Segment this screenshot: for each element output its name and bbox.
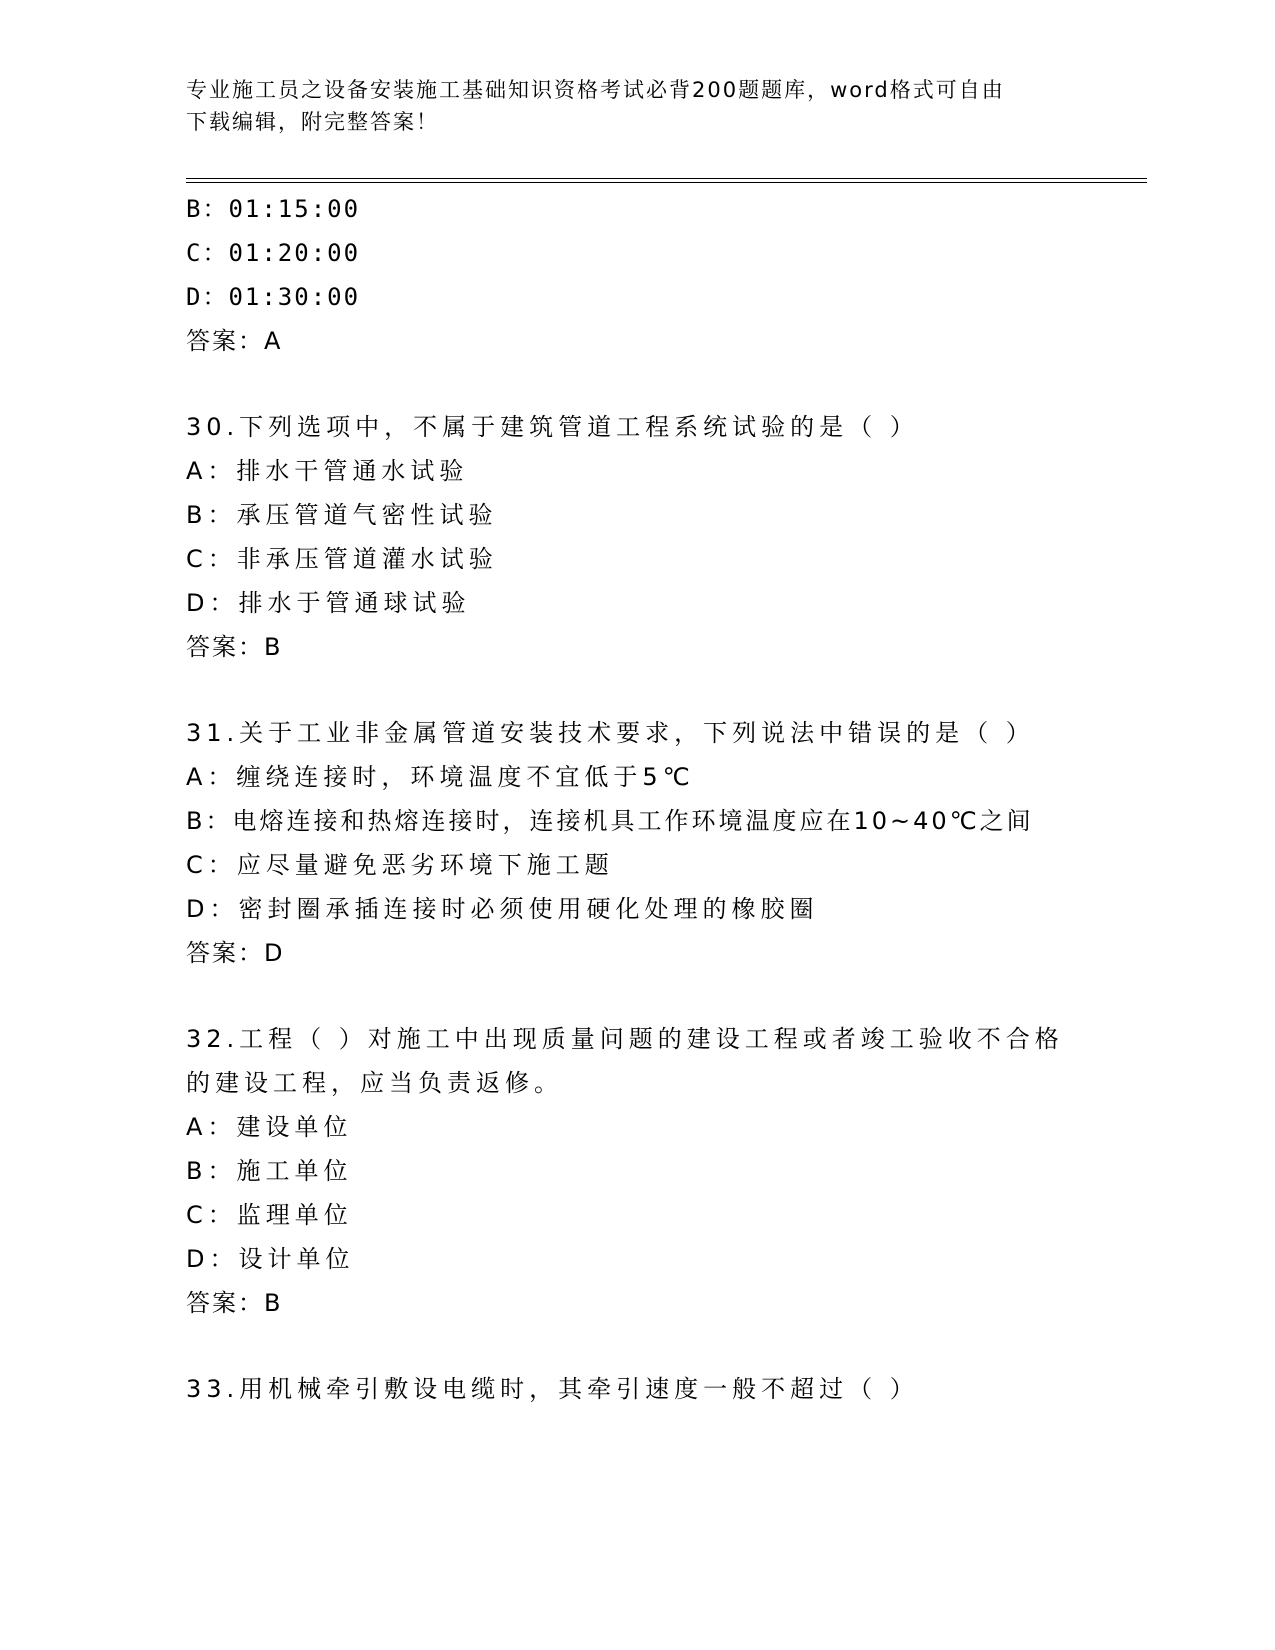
q31-option-b: B：电熔连接和热熔连接时，连接机具工作环境温度应在10~40℃之间 — [186, 807, 1034, 835]
header-divider-top — [186, 178, 1147, 179]
header-line-1: 专业施工员之设备安装施工基础知识资格考试必背200题题库，word格式可自由 — [186, 78, 1005, 102]
q31-option-c: C：应尽量避免恶劣环境下施工题 — [186, 851, 614, 879]
q32-option-d: D：设计单位 — [186, 1245, 355, 1273]
prev-option-b: B：01:15:00 — [186, 195, 361, 223]
q32-stem-line-2: 的建设工程，应当负责返修。 — [186, 1069, 563, 1097]
q32-option-b: B：施工单位 — [186, 1157, 353, 1185]
prev-answer: 答案：A — [186, 327, 283, 355]
header-divider-bottom — [186, 182, 1147, 183]
q32-stem-line-1: 32.工程（ ）对施工中出现质量问题的建设工程或者竣工验收不合格 — [186, 1025, 1064, 1053]
q33-stem: 33.用机械牵引敷设电缆时，其牵引速度一般不超过（ ） — [186, 1375, 919, 1403]
q30-stem: 30.下列选项中，不属于建筑管道工程系统试验的是（ ） — [186, 413, 919, 441]
prev-option-c: C：01:20:00 — [186, 239, 361, 267]
document-header — [186, 74, 1066, 138]
q30-option-c: C：非承压管道灌水试验 — [186, 545, 498, 573]
header-line-2: 下载编辑，附完整答案！ — [186, 110, 439, 134]
q30-option-b: B：承压管道气密性试验 — [186, 501, 498, 529]
q30-option-a: A：排水干管通水试验 — [186, 457, 469, 485]
q32-option-c: C：监理单位 — [186, 1201, 353, 1229]
q31-option-d: D：密封圈承插连接时必须使用硬化处理的橡胶圈 — [186, 895, 819, 923]
q30-answer: 答案：B — [186, 633, 283, 661]
q31-option-a: A：缠绕连接时，环境温度不宜低于5℃ — [186, 763, 695, 791]
q30-option-d: D：排水于管通球试验 — [186, 589, 471, 617]
q31-answer: 答案：D — [186, 939, 285, 967]
q32-answer: 答案：B — [186, 1289, 283, 1317]
prev-option-d: D：01:30:00 — [186, 283, 361, 311]
q31-stem: 31.关于工业非金属管道安装技术要求，下列说法中错误的是（ ） — [186, 719, 1035, 747]
q32-option-a: A：建设单位 — [186, 1113, 353, 1141]
